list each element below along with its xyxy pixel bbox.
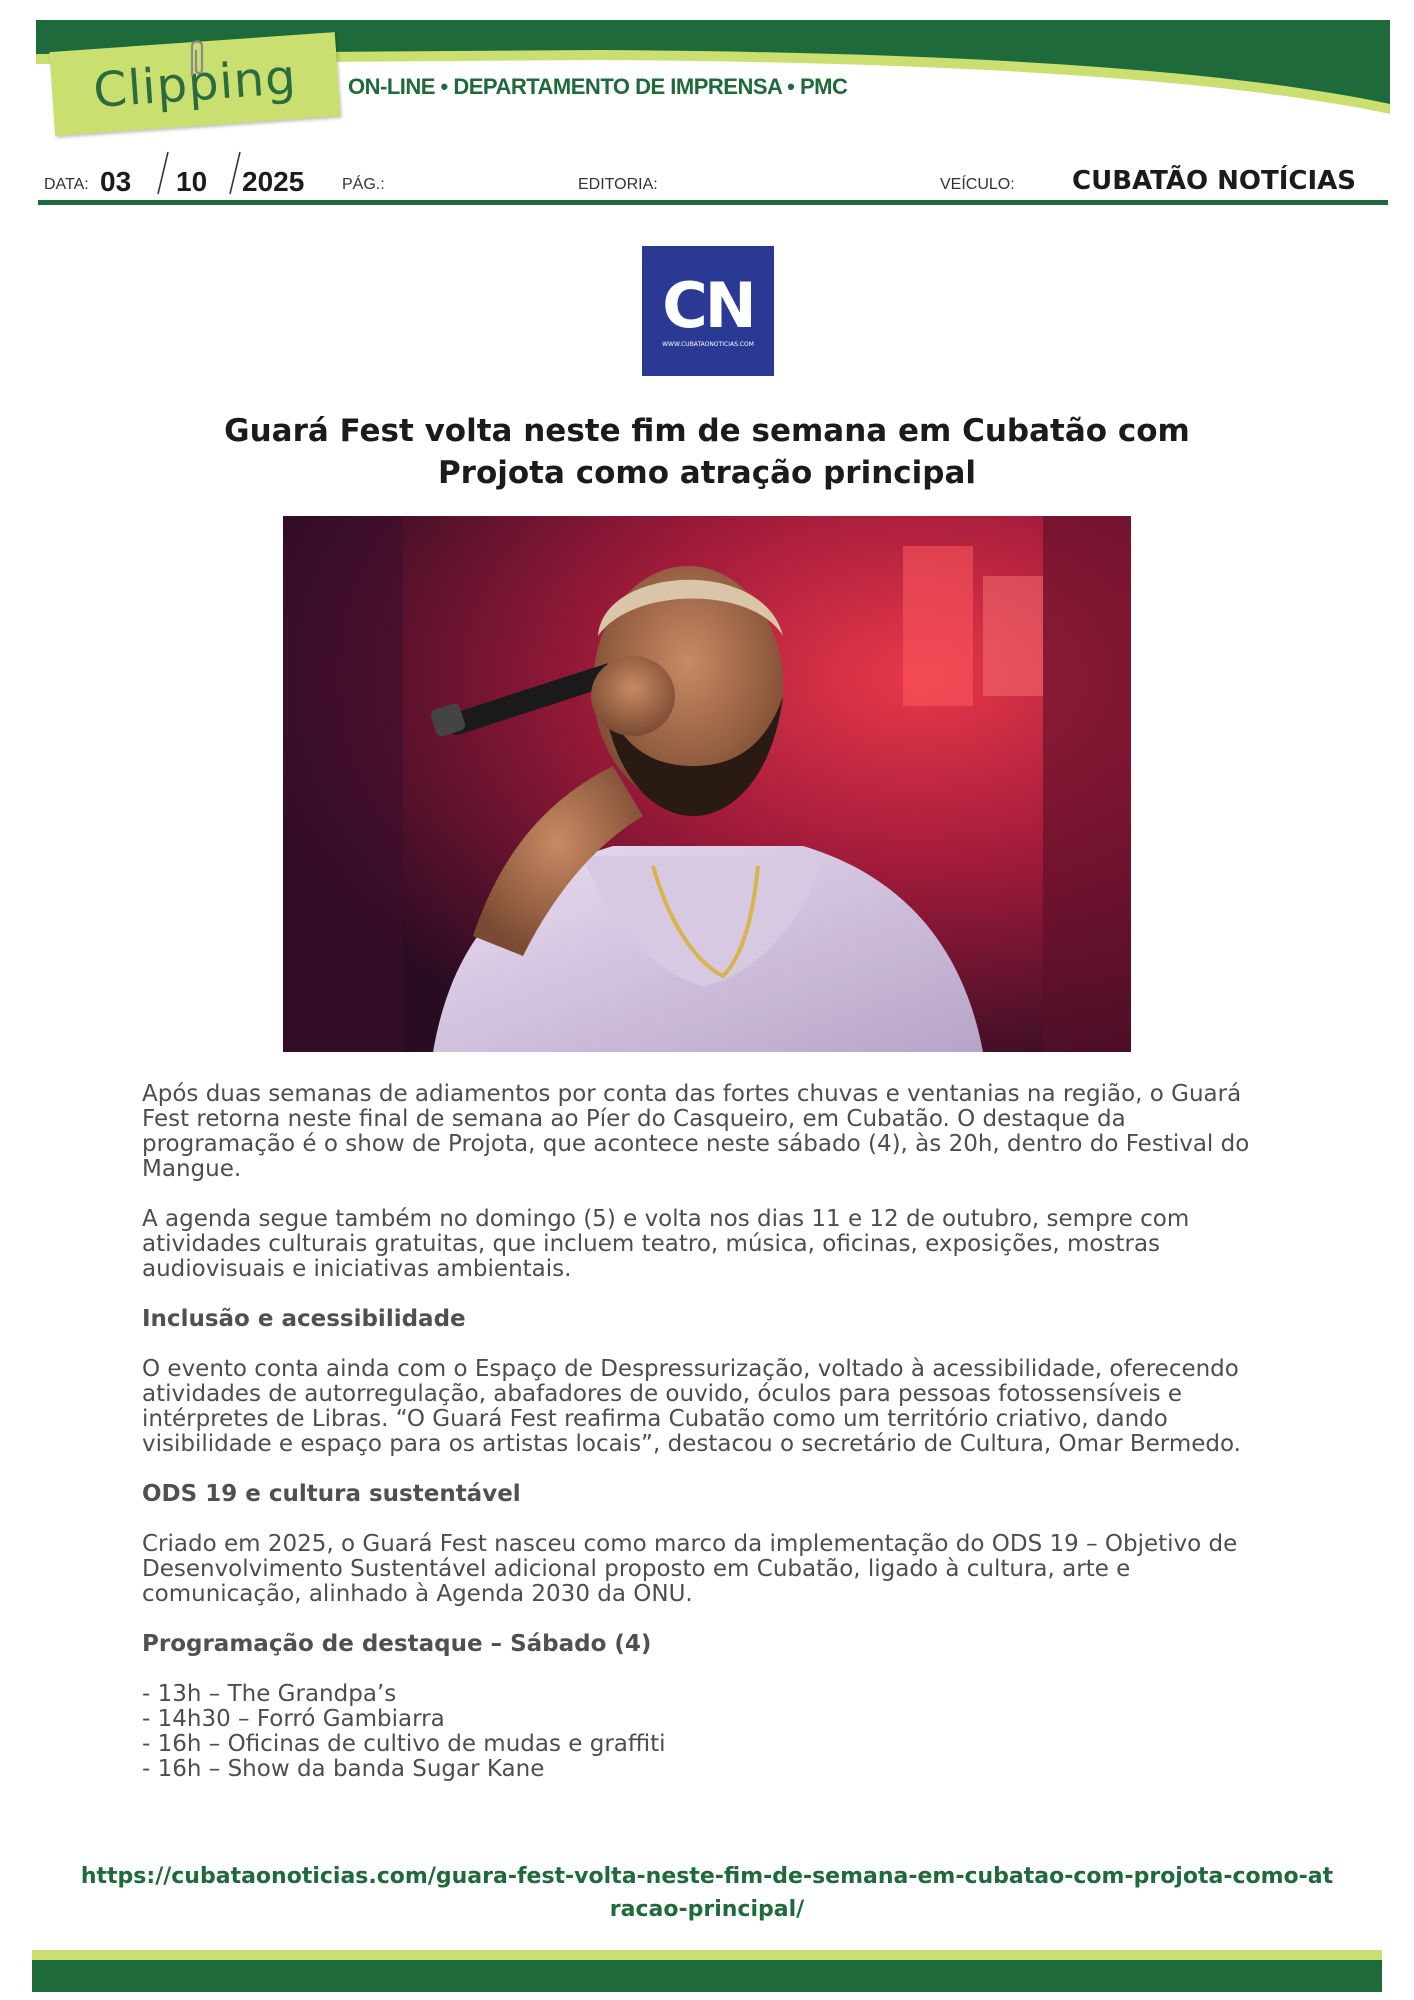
schedule-list	[142, 1682, 1282, 1782]
paperclip-icon	[182, 36, 212, 80]
data-label: DATA:	[44, 176, 89, 193]
schedule-item: - 16h – Show da banda Sugar Kane	[142, 1756, 545, 1782]
article-paragraph: O evento conta ainda com o Espaço de Despressurização, voltado à acessibilidade, oferecendo atividades de autorregulação, abafadores de ouvido, óculos para pessoas fotossensíveis e intérpretes de Libras. “O Guará Fest reafirma Cubatão como um território criativo, dando visibilidade e espaço para os artistas locais”, destacou o secretário de Cultura, Omar Bermedo.	[142, 1356, 1241, 1457]
article-paragraph: A agenda segue também no domingo (5) e volta nos dias 11 e 12 de outubro, sempre com atividades culturais gratuitas, que incluem teatro, música, oficinas, exposições, mostras audiovisuais e iniciativas ambientais.	[142, 1206, 1190, 1282]
source-url-link[interactable]: https://cubataonoticias.com/guara-fest-volta-neste-fim-de-semana-em-cubatao-com-projota-como-atracao-principal/	[80, 1864, 1334, 1922]
logo-url: WWW.CUBATAONOTICIAS.COM	[662, 340, 754, 348]
cubatao-noticias-logo	[642, 246, 774, 376]
pag-label: PÁG.:	[342, 176, 385, 193]
veiculo-label: VEÍCULO:	[940, 176, 1015, 193]
section-heading: Programação de destaque – Sábado (4)	[142, 1631, 652, 1657]
date-month: 10	[176, 166, 208, 197]
meta-row	[0, 150, 1414, 206]
date-year: 2025	[242, 166, 305, 197]
schedule-item: - 13h – The Grandpa’s	[142, 1681, 397, 1707]
article-photo	[283, 516, 1131, 1052]
veiculo-value: CUBATÃO NOTÍCIAS	[1072, 166, 1356, 196]
footer-band-dark	[32, 1960, 1382, 1992]
footer-band-light	[32, 1950, 1382, 1960]
section-heading: ODS 19 e cultura sustentável	[142, 1481, 521, 1507]
clipping-label: Clipping	[91, 48, 299, 120]
editoria-label: EDITORIA:	[578, 176, 658, 193]
date-day: 03	[100, 166, 132, 197]
section-heading: Inclusão e acessibilidade	[142, 1306, 466, 1332]
schedule-item: - 14h30 – Forró Gambiarra	[142, 1706, 445, 1732]
department-label: ON-LINE • DEPARTAMENTO DE IMPRENSA • PMC	[348, 74, 848, 99]
singer-photo	[283, 516, 1131, 1052]
article-title: Guará Fest volta neste fim de semana em Cubatão com Projota como atração principal	[224, 413, 1190, 491]
article-body	[142, 1082, 1282, 1782]
meta-divider	[38, 200, 1388, 205]
article-paragraph: Criado em 2025, o Guará Fest nasceu como marco da implementação do ODS 19 – Objetivo de Desenvolvimento Sustentável adicional proposto em Cubatão, ligado à cultura, arte e comunicação, alinhado à Agenda 2030 da ONU.	[142, 1531, 1238, 1607]
schedule-item: - 16h – Oficinas de cultivo de mudas e graffiti	[142, 1731, 666, 1757]
logo-letters: CN	[662, 268, 754, 342]
article-paragraph: Após duas semanas de adiamentos por conta das fortes chuvas e ventanias na região, o Guará Fest retorna neste final de semana ao Píer do Casqueiro, em Cubatão. O destaque da programação é o show de Projota, que acontece neste sábado (4), às 20h, dentro do Festival do Mangue.	[142, 1081, 1250, 1182]
